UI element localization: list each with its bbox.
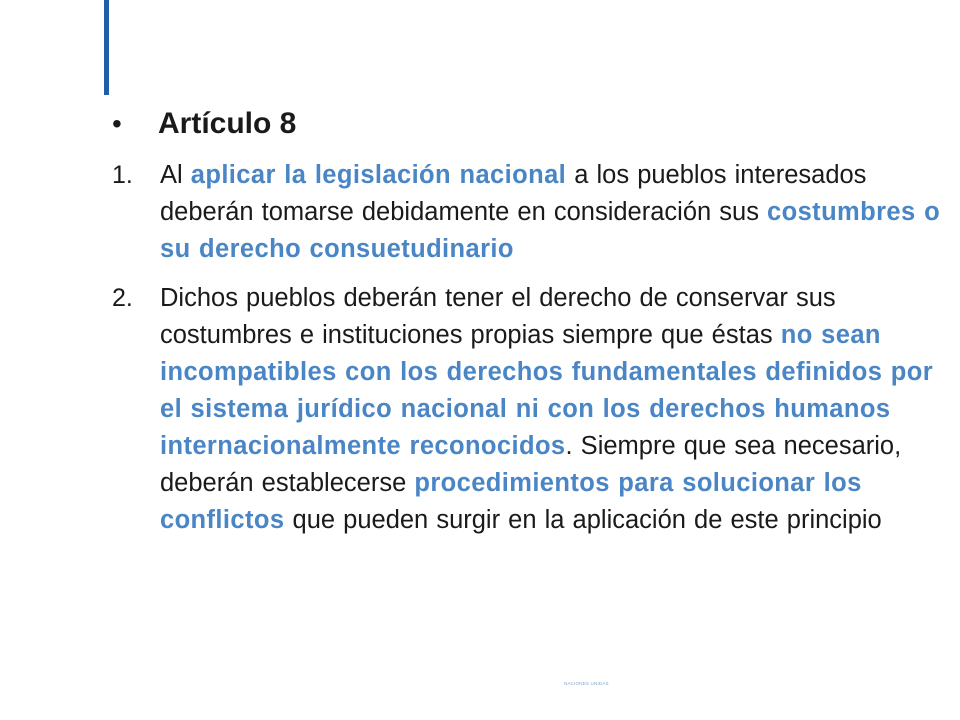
clause-segment: a los pueblos interesados deberán tomarse debidamente en consideración sus [160, 161, 867, 226]
clause-segment: Dichos pueblos deberán tener el derecho de conservar sus costumbres e instituciones propias siempre que éstas [160, 284, 836, 349]
clause-number: 2. [112, 284, 133, 312]
clause-text [160, 280, 952, 539]
clause-number: 1. [112, 161, 133, 189]
heading-row [112, 104, 952, 144]
footer-watermark: NACIONES UNIDAS [564, 681, 609, 686]
bullet-marker: • [112, 108, 122, 139]
slide-content [112, 104, 952, 539]
clause-text [160, 157, 952, 268]
article-heading: Artículo 8 [158, 107, 297, 140]
clause-segment: Al [160, 161, 191, 189]
clause-segment: que pueden surgir en la aplicación de este principio [284, 506, 882, 534]
highlighted-phrase: costumbres o su derecho consuetudinario [160, 198, 941, 263]
clause-1 [112, 157, 952, 268]
clause-2 [112, 280, 952, 539]
highlighted-phrase: no sean incompatibles con los derechos fundamentales definidos por el sistema jurídico nacional ni con los derechos humanos internacionalmente reconocidos [160, 321, 934, 460]
clause-segment: . Siempre que sea necesario, deberán establecerse [160, 432, 902, 497]
accent-bar [104, 0, 109, 95]
highlighted-phrase: aplicar la legislación nacional [190, 161, 567, 189]
highlighted-phrase: procedimientos para solucionar los conflictos [160, 469, 862, 534]
